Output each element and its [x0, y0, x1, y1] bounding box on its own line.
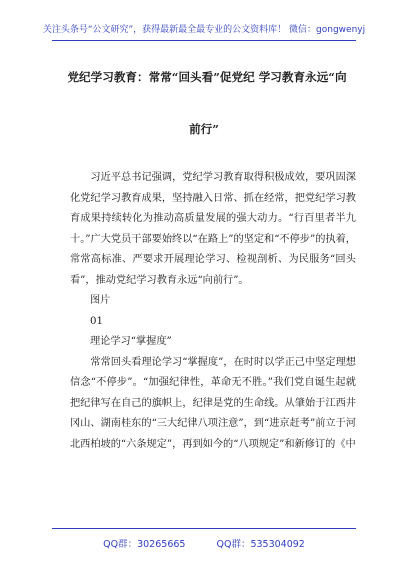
footer-qq-group-2: QQ群：535304092: [216, 539, 305, 550]
image-placeholder-label: 图片: [90, 295, 111, 306]
section-heading: 理论学习“掌握度”: [90, 336, 172, 347]
header-divider: [52, 40, 356, 41]
section-number: 01: [90, 315, 103, 327]
paragraph-section-1: 常常回头看理论学习“掌握度”，在时时以学正己中坚定理想信念“不停步”。“加强纪律性，革命无不胜。”我们党自诞生起就把纪律写在自己的旗帜上，纪律是党的生命线。从肇始于江西井冈山、湖南桂东的“三大纪律八项注意”，到“进京赶考”前立于河北西柏坡的“六条规定”，再到如今的“八项规定”和新修订的《中: [70, 356, 356, 450]
footer-qq-group-1: QQ群：30265665: [103, 539, 186, 550]
footer-contact: [52, 536, 356, 550]
page-footer: [52, 528, 356, 552]
page-header: [0, 0, 408, 62]
paragraph-intro: 习近平总书记强调，党纪学习教育取得积极成效，要巩固深化党纪学习教育成果，坚持融入日常、抓在经常，把党纪学习教育成果持续转化为推动高质量发展的强大动力。“行百里者半九十。”广大党员干部要始终以“在路上”的坚定和“不停步”的执着，常常高标准、严要求开展理论学习、检视剖析、为民服务“回头看”，推动党纪学习教育永远“向前行”。: [70, 172, 356, 286]
document-title: 党纪学习教育：常常“回头看”促党纪 学习教育永远“向: [67, 70, 347, 84]
document-body: [70, 168, 356, 455]
header-promo-text: 关注头条号“公文研究”，获得最新最全最专业的公文资料库！ 微信：gongwenyj: [42, 25, 366, 35]
footer-divider: [52, 528, 356, 529]
document-title-continued: 前行”: [189, 122, 219, 136]
